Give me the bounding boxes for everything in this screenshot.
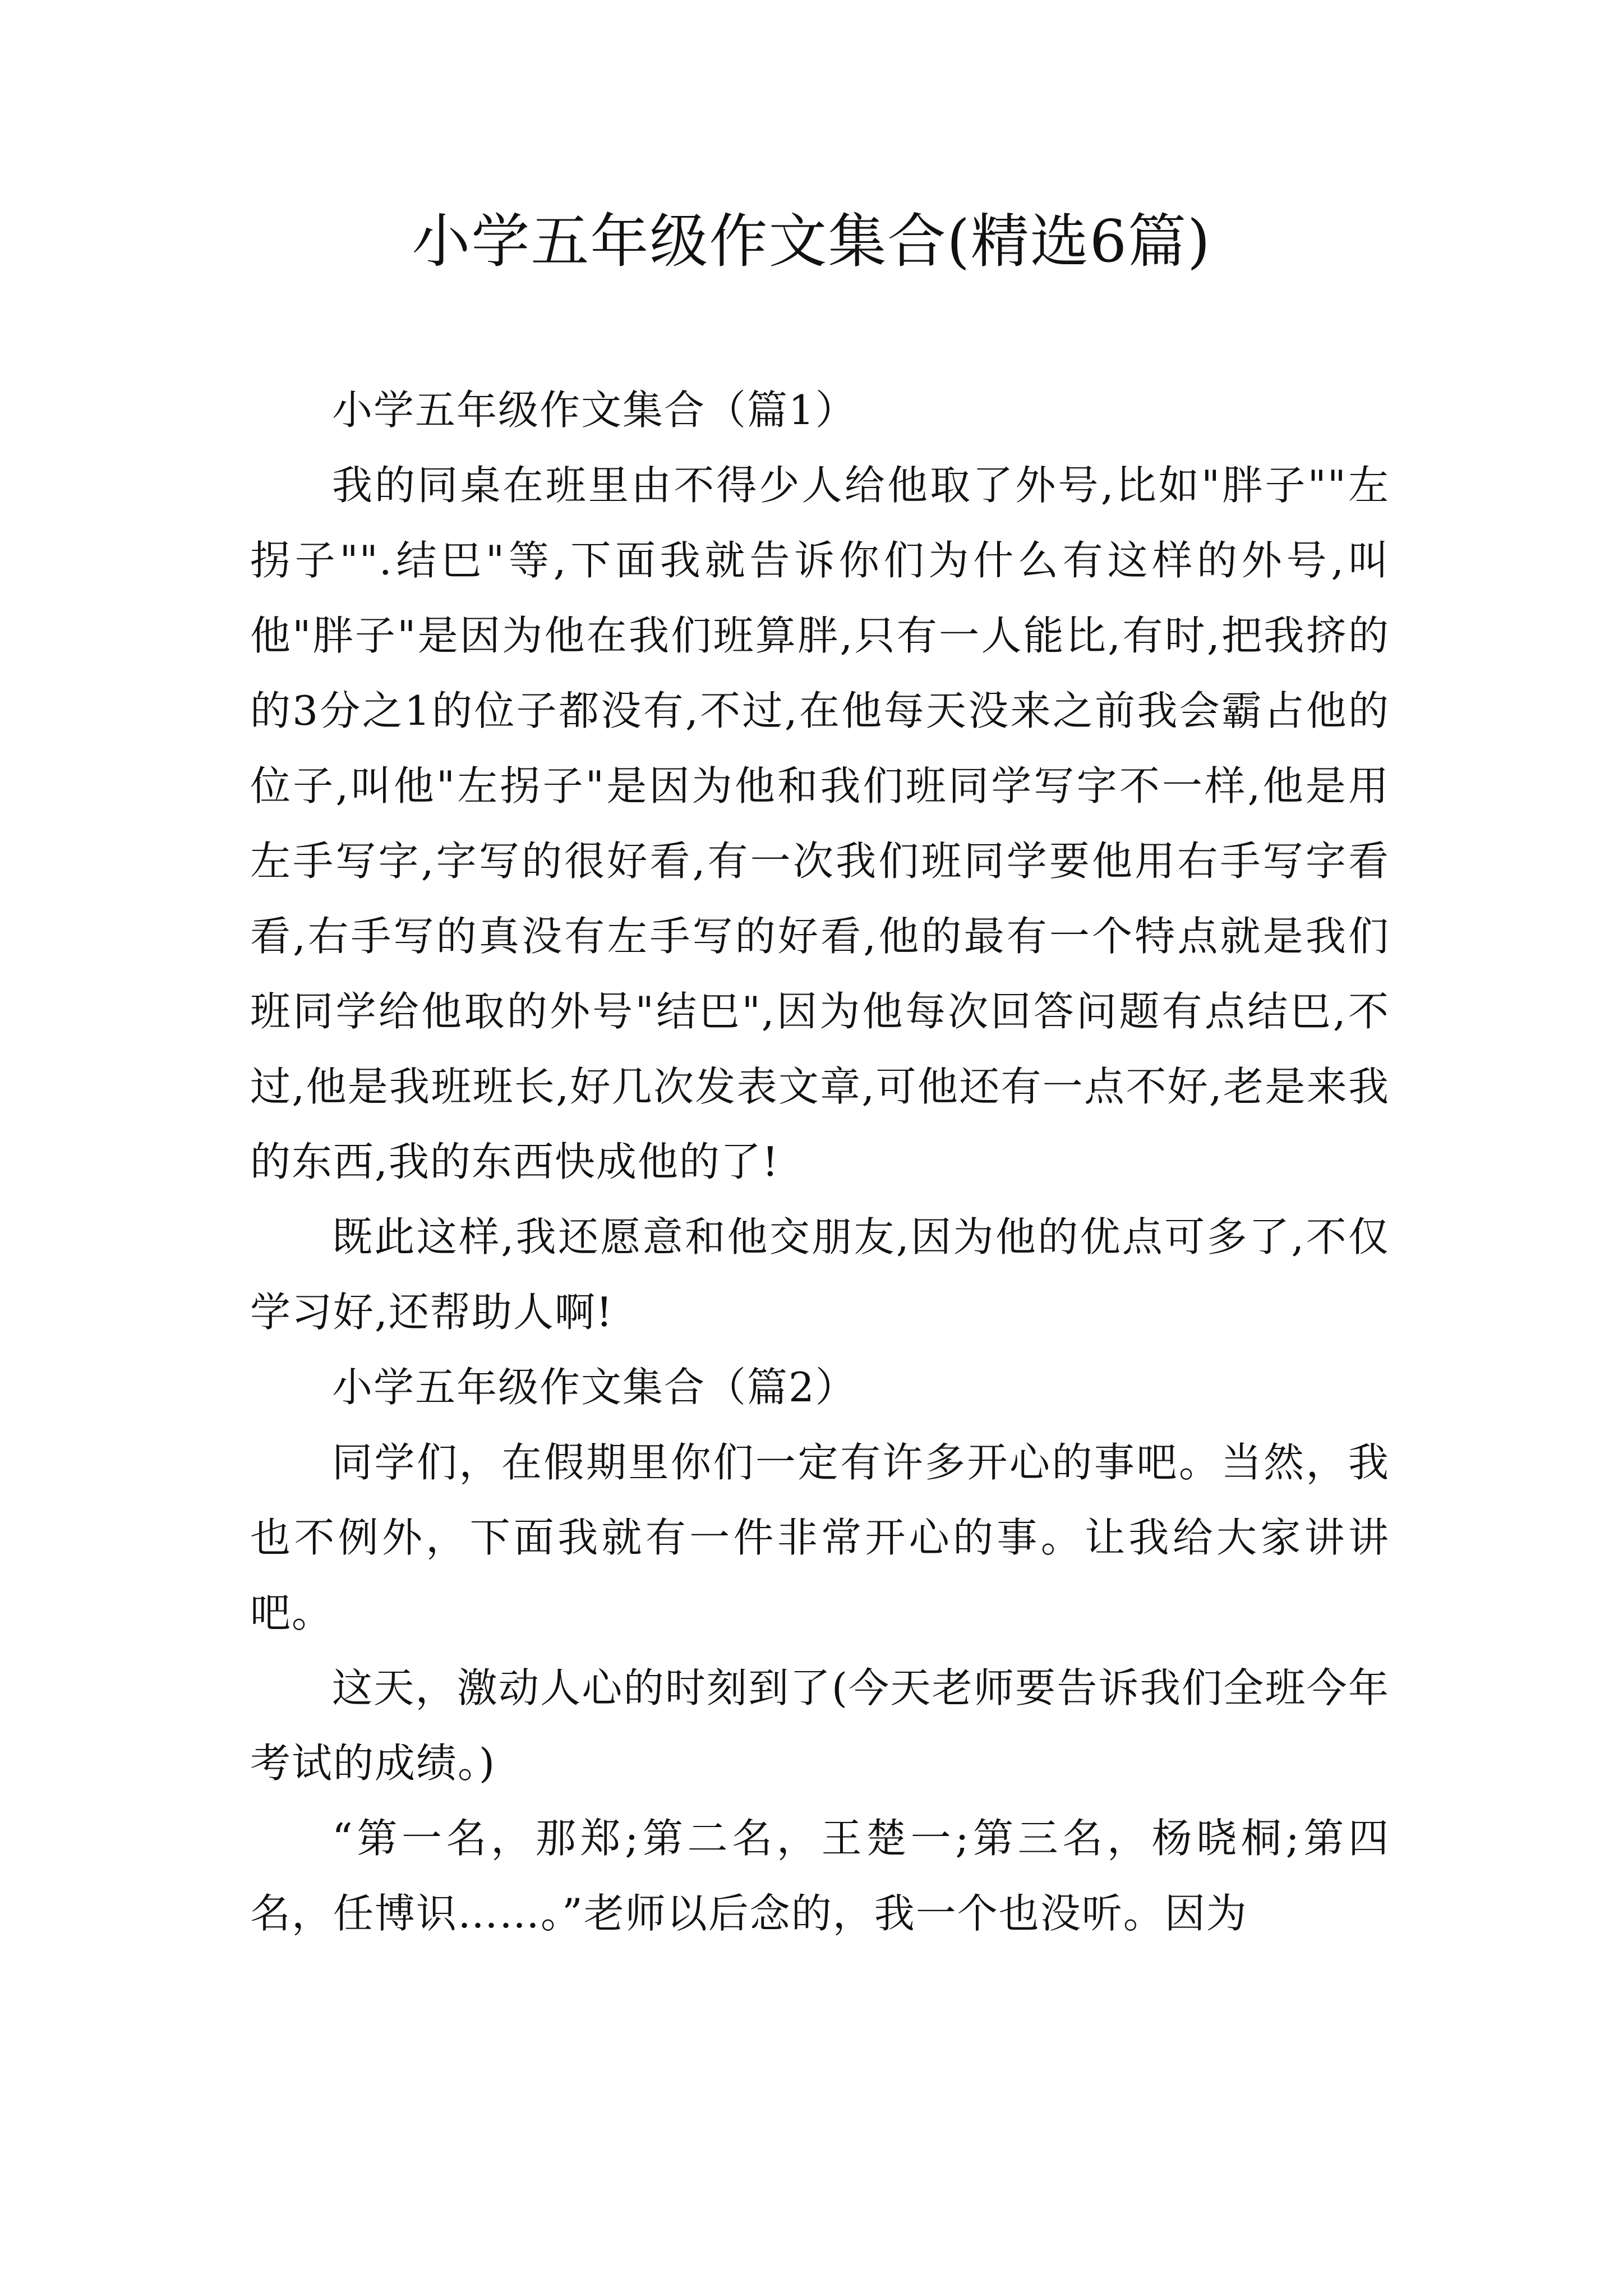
paragraph: 既此这样,我还愿意和他交朋友,因为他的优点可多了,不仅学习好,还帮助人啊! <box>250 1213 1390 1336</box>
paragraph: 同学们，在假期里你们一定有许多开心的事吧。当然，我也不例外，下面我就有一件非常开心的事。让我给大家讲讲吧。 <box>250 1439 1390 1636</box>
document-body <box>250 372 1390 1951</box>
document-title: 小学五年级作文集合(精选6篇) <box>412 207 1211 275</box>
section-heading: 小学五年级作文集合（篇1） <box>332 386 857 434</box>
paragraph: “第一名，那郑;第二名，王楚一;第三名，杨晓桐;第四名，任博识……。”老师以后念的，我一个也没听。因为 <box>250 1815 1390 1937</box>
paragraph: 这天，激动人心的时刻到了(今天老师要告诉我们全班今年考试的成绩。) <box>250 1664 1390 1787</box>
section-heading: 小学五年级作文集合（篇2） <box>332 1364 857 1411</box>
paragraph: 我的同桌在班里由不得少人给他取了外号,比如"胖子""左拐子"".结巴"等,下面我就告诉你们为什么有这样的外号,叫他"胖子"是因为他在我们班算胖,只有一人能比,有时,把我挤的的3分之1的位子都没有,不过,在他每天没来之前我会霸占他的位子,叫他"左拐子"是因为他和我们班同学写字不一样,他是用左手写字,字写的很好看,有一次我们班同学要他用右手写字看看,右手写的真没有左手写的好看,他的最有一个特点就是我们班同学给他取的外号"结巴",因为他每次回答问题有点结巴,不过,他是我班班长,好几次发表文章,可他还有一点不好,老是来我的东西,我的东西快成他的了! <box>250 462 1390 1185</box>
